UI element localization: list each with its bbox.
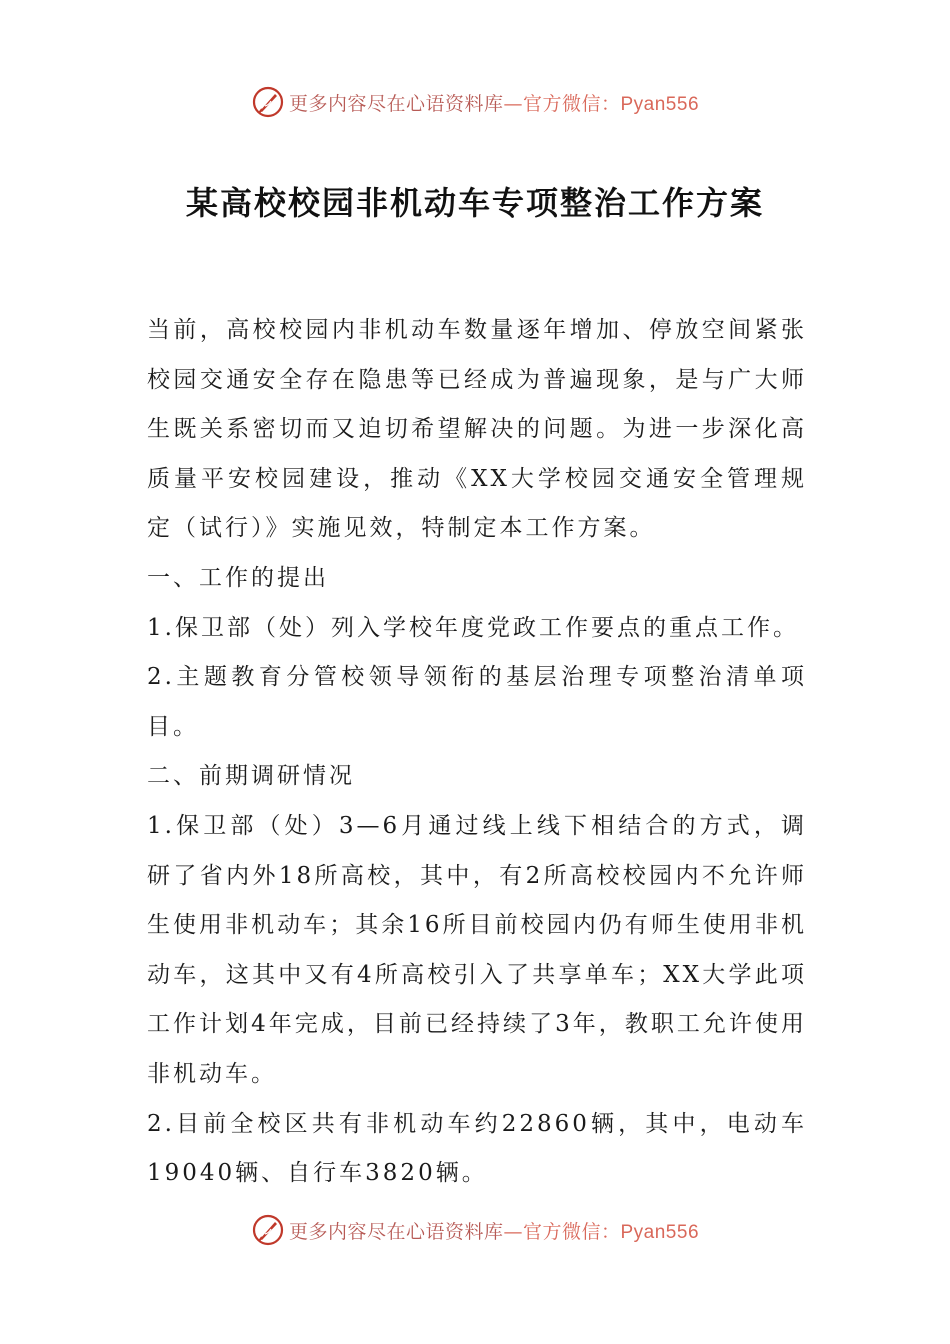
section-heading-2: 二、前期调研情况 <box>147 763 355 790</box>
quill-logo-icon <box>251 1213 285 1247</box>
footer-watermark <box>0 1210 950 1250</box>
list-item-1-2: 2.主题教育分管校领导领衔的基层治理专项整治清单项目。 <box>147 664 807 740</box>
list-item-2-1: 1.保卫部（处）3—6月通过线上线下相结合的方式，调研了省内外18所高校，其中，有2所高校校园内不允许师生使用非机动车；其余16所目前校园内仍有师生使用非机动车，这其中又有4所高校引入了共享单车；XX大学此项工作计划4年完成，目前已经持续了3年，教职工允许使用非机动车。 <box>147 812 807 1087</box>
header-watermark <box>0 82 950 122</box>
section-heading-1: 一、工作的提出 <box>147 564 329 591</box>
watermark-text: 更多内容尽在心语资料库—官方微信：Pyan556 <box>288 1220 700 1243</box>
watermark-text: 更多内容尽在心语资料库—官方微信：Pyan556 <box>288 92 700 115</box>
document-title: 某高校校园非机动车专项整治工作方案 <box>185 184 764 222</box>
list-item-2-2: 2.目前全校区共有非机动车约22860辆，其中，电动车19040辆、自行车3820辆。 <box>147 1110 807 1187</box>
paragraph-intro: 当前，高校校园内非机动车数量逐年增加、停放空间紧张校园交通安全存在隐患等已经成为普遍现象，是与广大师生既关系密切而又迫切希望解决的问题。为进一步深化高质量平安校园建设，推动《XX大学校园交通安全管理规定（试行）》实施见效，特制定本工作方案。 <box>147 317 807 542</box>
list-item-1-1: 1.保卫部（处）列入学校年度党政工作要点的重点工作。 <box>147 614 799 641</box>
quill-logo-icon <box>251 85 285 119</box>
document-body <box>147 306 807 1199</box>
